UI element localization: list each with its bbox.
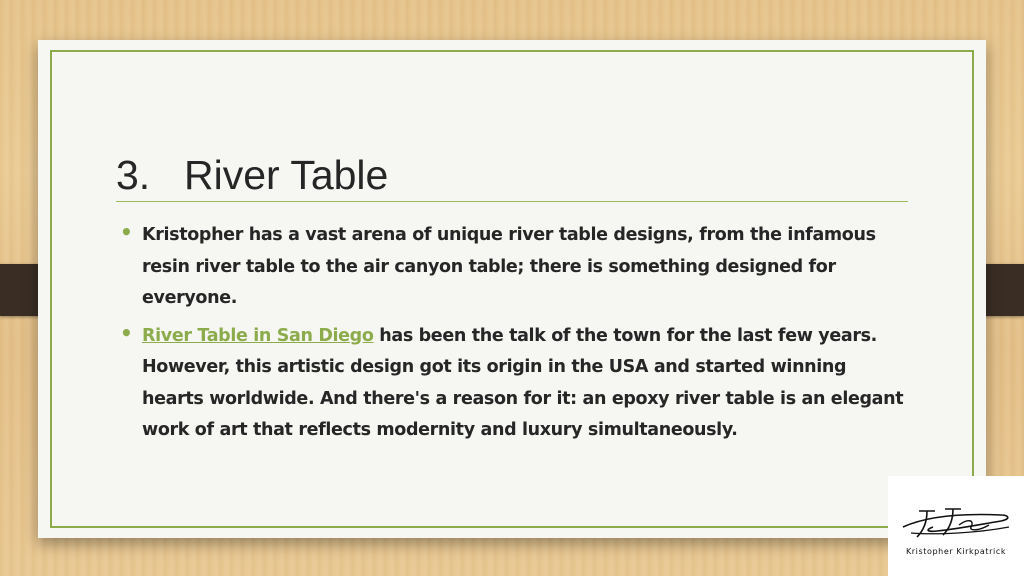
bullet-item bbox=[120, 321, 910, 447]
bullet-icon: • bbox=[120, 320, 133, 345]
bullet-text: Kristopher has a vast arena of unique river table designs, from the infamous resin river table to the air canyon table; there is something designed for everyone. bbox=[142, 225, 876, 308]
bullet-item bbox=[120, 220, 910, 315]
bullet-icon: • bbox=[120, 220, 133, 244]
brand-logo bbox=[888, 476, 1024, 576]
title-number: 3. bbox=[116, 152, 151, 198]
title-text: River Table bbox=[184, 152, 389, 198]
title-divider bbox=[116, 201, 908, 202]
slide-title bbox=[116, 152, 388, 199]
bullet-list bbox=[120, 220, 910, 453]
bullet-text: has been the talk of the town for the last few years. However, this artistic design got its origin in the USA and started winning hearts worldwide. And there's a reason for it: an epoxy river table is an elegant work of art that reflects modernity and luxury simultaneously. bbox=[142, 325, 904, 440]
slide bbox=[38, 40, 986, 538]
signature-icon bbox=[897, 497, 1015, 545]
river-table-link[interactable]: River Table in San Diego bbox=[142, 325, 374, 346]
brand-name: Kristopher Kirkpatrick bbox=[905, 546, 1007, 556]
